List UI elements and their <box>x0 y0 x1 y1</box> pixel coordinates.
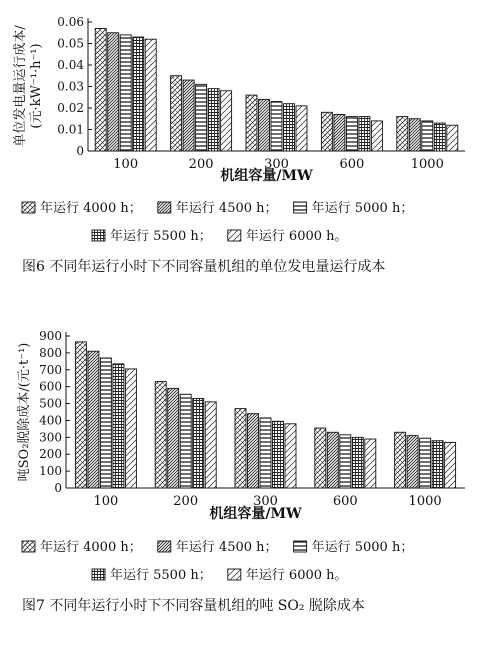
bar <box>125 369 136 488</box>
bar <box>273 421 284 488</box>
y-tick-label: 0.02 <box>57 101 84 115</box>
x-tick-label: 600 <box>339 157 365 172</box>
x-tick-label: 600 <box>332 494 358 509</box>
legend-swatch <box>22 202 35 213</box>
y-tick-label: 500 <box>39 396 62 411</box>
bar <box>100 358 111 488</box>
legend-swatch <box>158 202 171 213</box>
bar <box>260 418 271 488</box>
y-tick-label: 200 <box>39 447 62 462</box>
legend-swatch <box>22 541 35 552</box>
bar <box>180 394 191 488</box>
legend-label: 年运行 4000 h； <box>40 540 142 555</box>
bar <box>235 409 246 488</box>
figure-caption: 图7 不同年运行小时下不同容量机组的吨 SO₂ 脱除成本 <box>22 598 365 614</box>
legend-swatch <box>294 541 307 552</box>
bar <box>168 388 179 488</box>
legend-label: 年运行 4500 h； <box>175 540 278 555</box>
bar <box>432 441 443 488</box>
legend-swatch <box>228 230 241 241</box>
bar <box>155 382 166 488</box>
bar <box>246 95 257 151</box>
bar <box>193 398 204 488</box>
bar <box>365 439 376 488</box>
x-tick-label: 1000 <box>410 157 444 172</box>
bar <box>75 342 86 488</box>
bar <box>285 424 296 488</box>
y-tick-label: 700 <box>39 362 62 377</box>
bar <box>221 91 232 151</box>
bar <box>434 123 445 151</box>
legend-label: 年运行 4000 h； <box>40 201 142 216</box>
bar <box>340 435 351 488</box>
x-tick-label: 100 <box>93 494 119 509</box>
bar <box>248 414 259 488</box>
bar <box>409 119 420 151</box>
bar <box>395 432 406 488</box>
x-tick-label: 200 <box>173 494 199 509</box>
y-tick-label: 300 <box>39 430 62 445</box>
bar <box>422 121 433 151</box>
bar <box>120 35 131 151</box>
legend-label: 年运行 5000 h； <box>311 540 414 555</box>
x-tick-label: 100 <box>113 157 139 172</box>
bar <box>271 102 282 151</box>
y-tick-label: 0.04 <box>57 58 84 72</box>
bar <box>284 104 295 151</box>
x-tick-label: 200 <box>188 157 214 172</box>
bar <box>334 114 345 151</box>
y-tick-label: 0.01 <box>57 122 84 137</box>
bar <box>296 106 307 151</box>
y-tick-label: 100 <box>39 464 62 479</box>
y-axis-label: 单位发电量运行成本/ <box>13 25 28 147</box>
legend-swatch <box>92 569 105 580</box>
bar <box>397 117 408 151</box>
y-tick-label: 800 <box>39 345 62 360</box>
legend-label: 年运行 5000 h； <box>311 201 414 216</box>
y-tick-label: 0 <box>54 481 62 495</box>
legend-swatch <box>294 202 307 213</box>
chart-1 <box>12 15 465 275</box>
legend-swatch <box>158 541 171 552</box>
bar <box>371 121 382 151</box>
bar <box>196 84 207 151</box>
bar <box>407 436 418 488</box>
x-axis-label: 机组容量/MW <box>220 168 313 184</box>
x-axis-label: 机组容量/MW <box>209 506 302 522</box>
x-tick-label: 300 <box>253 494 278 509</box>
bar <box>88 351 99 488</box>
bar <box>108 33 119 151</box>
y-tick-label: 900 <box>39 329 62 343</box>
bar <box>208 89 219 151</box>
bar <box>346 117 357 151</box>
y-tick-label: 400 <box>39 413 62 428</box>
y-tick-label: 0.06 <box>57 15 84 29</box>
bar <box>315 428 326 488</box>
legend-label: 年运行 5500 h； <box>110 229 212 244</box>
bar <box>113 364 124 488</box>
x-tick-label: 300 <box>264 157 289 172</box>
chart-2 <box>16 329 465 614</box>
bar <box>359 117 370 151</box>
bar <box>183 80 194 151</box>
legend-swatch <box>228 569 241 580</box>
bar <box>445 442 456 488</box>
y-axis-label: 吨SO₂脱除成本/(元·t⁻¹) <box>17 342 32 482</box>
y-tick-label: 0.05 <box>57 36 84 51</box>
bar <box>321 112 332 151</box>
legend-label: 年运行 6000 h。 <box>245 229 348 244</box>
legend-label: 年运行 6000 h。 <box>245 568 348 583</box>
bar <box>145 39 156 151</box>
bar <box>259 99 270 151</box>
bar <box>352 437 363 488</box>
y-tick-label: 600 <box>39 379 62 394</box>
bar <box>327 432 338 488</box>
figure-caption: 图6 不同年运行小时下不同容量机组的单位发电量运行成本 <box>22 259 386 275</box>
y-tick-label: 0.03 <box>57 79 84 94</box>
y-tick-label: 0 <box>76 144 84 158</box>
bar <box>205 402 216 488</box>
x-tick-label: 1000 <box>408 494 442 509</box>
legend-swatch <box>92 230 105 241</box>
legend-label: 年运行 4500 h； <box>175 201 278 216</box>
bar <box>420 438 431 488</box>
bar <box>95 28 106 151</box>
bar <box>133 37 144 151</box>
y-axis-label: (元·kW⁻¹·h⁻¹) <box>29 43 44 129</box>
bar <box>447 125 458 151</box>
legend-label: 年运行 5500 h； <box>110 568 212 583</box>
bar <box>171 76 182 151</box>
